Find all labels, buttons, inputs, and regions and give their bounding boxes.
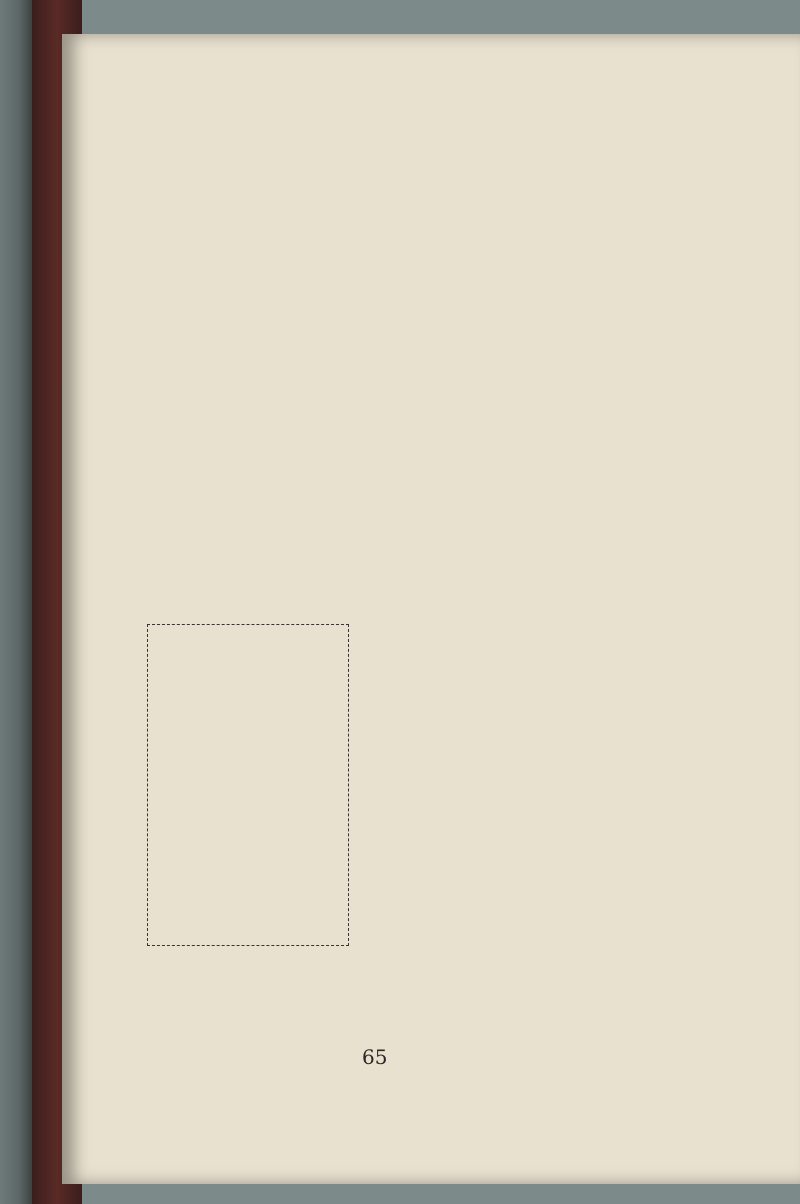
page-number: 65 (362, 1045, 388, 1069)
award-notice-body (158, 673, 288, 933)
book-page (62, 34, 800, 1184)
award-notice-box (147, 624, 349, 946)
article-upper-text (212, 154, 760, 624)
book-spine (0, 0, 32, 1204)
article-lower-right-text (390, 624, 760, 954)
